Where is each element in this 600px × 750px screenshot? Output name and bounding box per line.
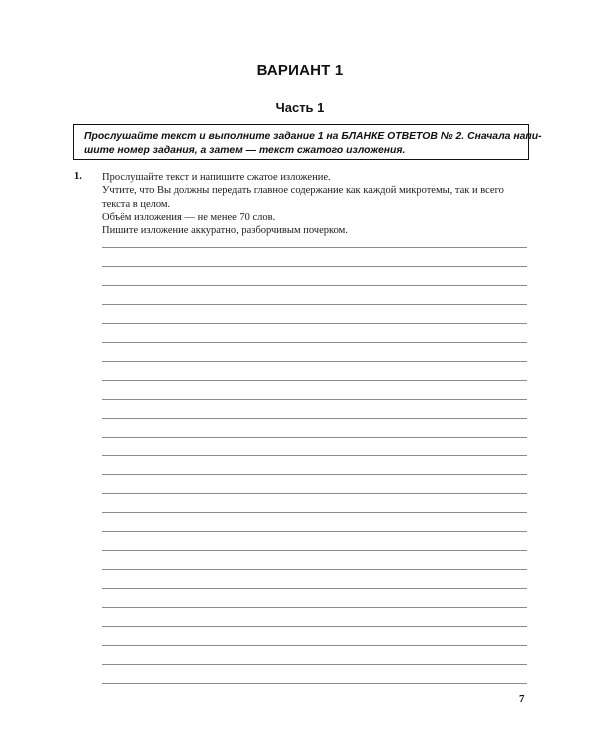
answer-line: [102, 342, 527, 343]
answer-line: [102, 531, 527, 532]
instruction-line-2: шите номер задания, а затем — текст сжатого изложения.: [84, 144, 406, 156]
answer-line: [102, 418, 527, 419]
answer-lines-area: [102, 247, 527, 683]
answer-line: [102, 380, 527, 381]
instruction-line-1: Прослушайте текст и выполните задание 1 на БЛАНКЕ ОТВЕТОВ № 2. Сначала напи-: [84, 131, 542, 142]
answer-line: [102, 304, 527, 305]
task-text: [102, 171, 532, 237]
variant-title: ВАРИАНТ 1: [256, 62, 344, 79]
answer-line: [102, 361, 527, 362]
answer-line: [102, 664, 527, 665]
part-title: Часть 1: [275, 100, 325, 115]
answer-line: [102, 455, 527, 456]
task-number: 1.: [74, 171, 82, 182]
answer-line: [102, 626, 527, 627]
answer-line: [102, 607, 527, 608]
answer-line: [102, 474, 527, 475]
page-number: 7: [519, 693, 525, 705]
answer-line: [102, 569, 527, 570]
task-line-4: Объём изложения — не менее 70 слов.: [102, 211, 276, 223]
answer-line: [102, 493, 527, 494]
answer-line: [102, 683, 527, 684]
answer-line: [102, 247, 527, 248]
task-line-5: Пишите изложение аккуратно, разборчивым почерком.: [102, 225, 348, 237]
answer-line: [102, 323, 527, 324]
answer-line: [102, 399, 527, 400]
task-line-3: текста в целом.: [102, 198, 171, 210]
answer-line: [102, 266, 527, 267]
task-line-1: Прослушайте текст и напишите сжатое изложение.: [102, 172, 331, 183]
answer-line: [102, 285, 527, 286]
instruction-box: [73, 124, 542, 160]
answer-line: [102, 645, 527, 646]
answer-line: [102, 512, 527, 513]
answer-line: [102, 550, 527, 551]
answer-line: [102, 588, 527, 589]
answer-line: [102, 437, 527, 438]
task-line-2: Учтите, что Вы должны передать главное содержание как каждой микротемы, так и всего: [102, 185, 504, 197]
